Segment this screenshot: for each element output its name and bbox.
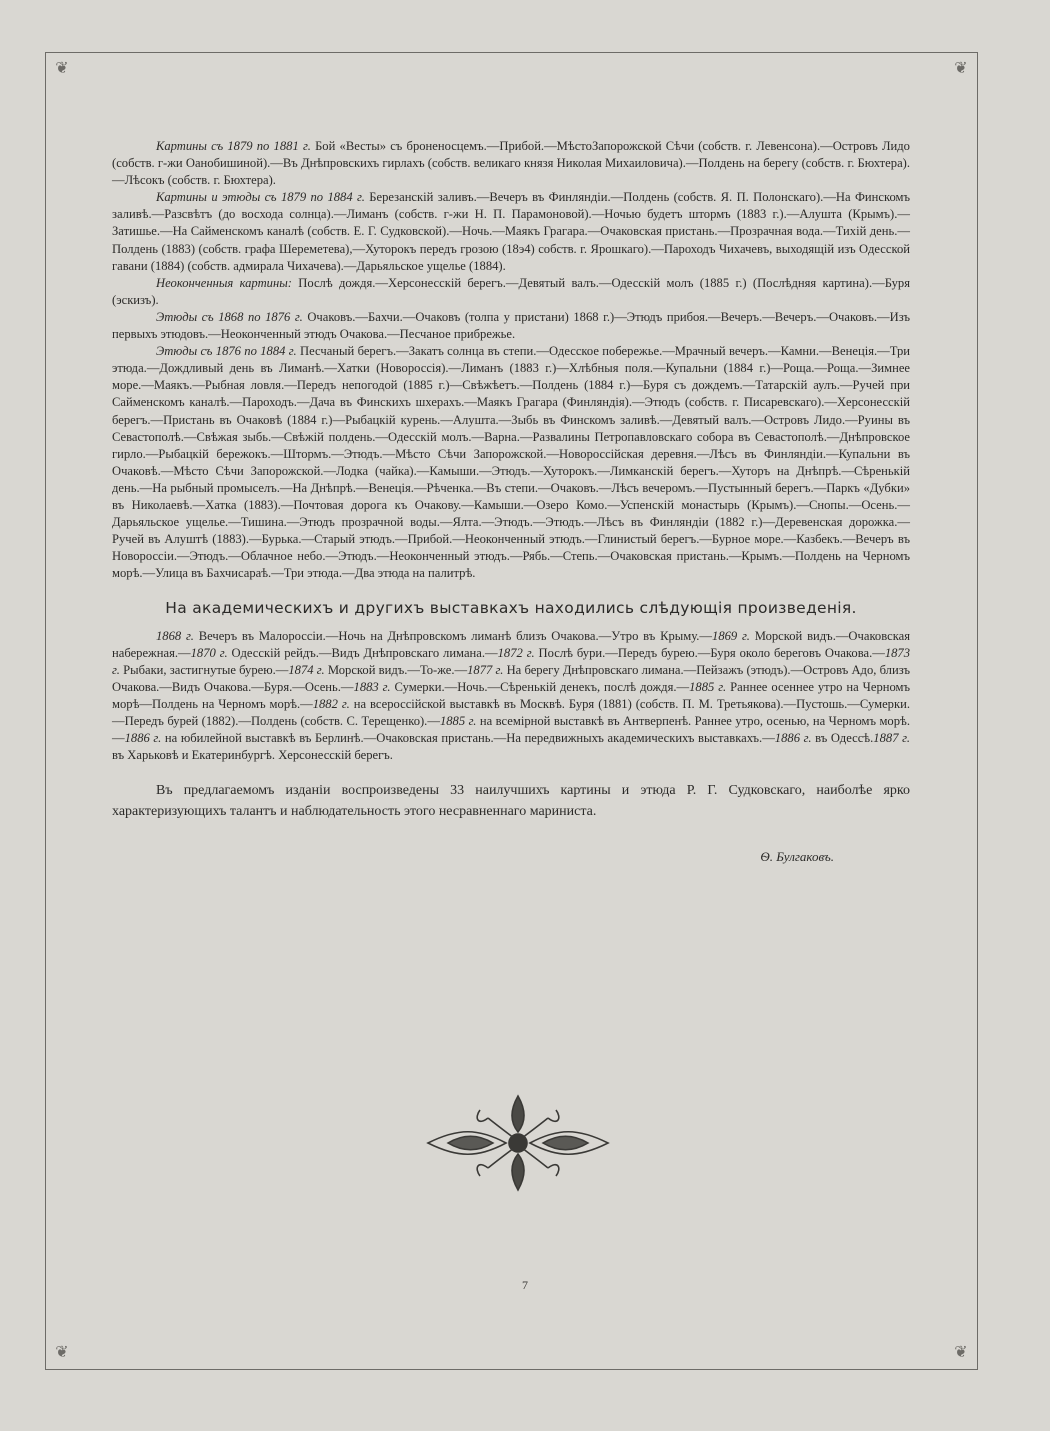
exhibition-year: 1883 г. [353,679,391,694]
exhibitions-list [112,628,910,765]
exhibition-text: Сумерки.—Ночь.—Сѣренькій денекъ, послѣ дождя.— [390,679,690,694]
floral-ornament-icon [418,1088,618,1198]
exhibition-text: Рыбаки, застигнутые бурею.— [119,662,289,677]
exhibition-text: Вечеръ въ Малороссіи.—Ночь на Днѣпровскомъ лиманѣ близъ Очакова.—Утро въ Крыму.— [193,628,713,643]
section-heading: Этюды съ 1868 по 1876 г. [156,309,303,324]
section-heading: Картины и этюды съ 1879 по 1884 г. [156,190,365,205]
exhibition-year: 1877 г. [467,662,504,677]
studies-1868-1876 [112,309,910,343]
exhibition-text: на юбилейной выставкѣ въ Берлинѣ.—Очаковская пристань.—На передвижныхъ академическихъ выставкахъ.— [161,731,775,746]
unfinished-paintings [112,275,910,309]
exhibitions-title: На академическихъ и другихъ выставкахъ находились слѣдующія произведенія. [165,599,857,618]
paragraph-text: Бой «Весты» съ броненосцемъ.—Прибой.—МѣстоЗапорожской Сѣчи (собств. г. Левенсона).—Островъ Лидо (собств. г-жи Оанобишиной).—Въ Днѣпровскихъ гирлахъ (собств. великаго князя Николая Михаиловича).—Полдень на берегу (собств. г. Бюхтера).—Лѣсокъ (собств. г. Бюхтера). [112,139,910,188]
paragraph-text: Песчаный берегъ.—Закатъ солнца въ степи.—Одесское побережье.—Мрачный вечеръ.—Камни.—Венеція.—Три этюда.—Дождливый день въ Лиманѣ.—Хатки (Новороссія).—Лиманъ (1883 г.)—Хлѣбныя поля.—Купальни (1884 г.)—Роща.—Роща.—Зимнее море.—Маякъ.—Рыбная ловля.—Передъ непогодой (1885 г.)—Свѣжѣетъ.—Полдень (1884 г.)—Буря съ дождемъ.—Татарскій аулъ.—Ручей при Сайменскомъ каналѣ.—Пароходъ.—Дача въ Финскихъ шхерахъ.—Маякъ Грагара (Финляндія).—Этюдъ (собств. г. Писаревскаго).—Херсонесскій берегъ.—Пристань въ Очаковѣ (1884 г.)—Рыбацкій курень.—Алушта.—Зыбь въ Финскомъ заливѣ.—Девятый валъ.—Островъ Лидо.—Руины въ Севастополѣ.—Свѣжая зыбь.—Свѣжій полдень.—Одесскій молъ.—Варна.—Развалины Петропавловскаго собора въ Севастополѣ.—Днѣпровское гирло.—Рыбацкій бережокъ.—Штормъ.—Этюдъ.—Мѣсто Сѣчи Запорожской.—Новороссійская деревня.—Лѣсъ въ Финляндіи.—Купальни въ Очаковѣ.—Мѣсто Сѣчи Запорожской.—Лодка (чайка).—Камыши.—Этюдъ.—Хуторокъ.—Лимканскій берегъ.—Хуторъ на Днѣпрѣ.—Сѣренькій день.—На рыбный промыселъ.—На Днѣпрѣ.—Венеція.—Рѣченка.—Въ степи.—Очаковъ.—Лѣсъ вечеромъ.—Пустынный берегъ.—Паркъ «Дубки» въ Николаевѣ.—Хатка (1883).—Почтовая дорога къ Очакову.—Камыши.—Озеро Комо.—Успенскій монастырь (Крымъ).—Снопы.—Осень.—Дарьяльское ущелье.—Тишина.—Этюдъ прозрачной воды.—Ялта.—Этюдъ.—Этюдъ.—Лѣсъ въ Финляндіи (1882 г.)—Деревенская дорожка.—Ручей въ Алуштѣ (1883).—Бурька.—Старый этюдъ.—Прибой.—Неоконченный этюдъ.—Глинистый берегъ.—Бурное море.—Казбекъ.—Вечеръ въ Новороссіи.—Этюдъ.—Облачное небо.—Этюдъ.—Неоконченный этюдъ.—Рябь.—Степь.—Очаковская пристань.—Крымъ.—Полдень на Черномъ морѣ.—Улица въ Бахчисараѣ.—Три этюда.—Два этюда на палитрѣ. [112,344,910,581]
section-heading: Неоконченныя картины: [156,275,292,290]
paragraph-text: Послѣ дождя.—Херсонесскій берегъ.—Девятый валъ.—Одесскій молъ (1885 г.) (Послѣдняя картина).—Буря (эскизъ). [112,275,910,307]
page-number: 7 [522,1278,528,1292]
exhibition-text: Морской видъ.—То-же.— [324,662,468,677]
exhibition-year: 1868 г. [156,628,194,643]
exhibition-text: въ Одессѣ. [811,731,874,746]
paintings-1879-1881 [112,138,910,189]
exhibition-text: Морской видъ.—Очаковская набережная.— [112,628,910,660]
exhibition-text: Послѣ бури.—Передъ бурею.—Буря около береговъ Очакова.— [534,645,885,660]
exhibition-year: 1870 г. [190,645,228,660]
exhibition-text: На берегу Днѣпровскаго лимана.—Пейзажъ (этюдъ).—Островъ Адо, близъ Очакова.—Видъ Очакова.—Буря.—Осень.— [112,662,910,694]
exhibition-year: 1885 г. [689,679,727,694]
exhibition-year: 1887 г. [873,731,910,746]
section-heading: Картины съ 1879 по 1881 г. [156,139,311,153]
exhibition-text: въ Харьковѣ и Екатеринбургѣ. Херсонесскій берегъ. [112,748,393,763]
exhibition-year: 1882 г. [312,696,350,711]
exhibition-year: 1885 г. [439,714,477,728]
paragraph-text: Березанскій заливъ.—Вечеръ въ Финляндіи.—Полдень (собств. Я. П. Полонскаго).—На Финскомъ заливѣ.—Разсвѣтъ (до восхода солнца).—Лиманъ (собств. г-жи Н. П. Парамоновой).—Ночью будетъ штормъ (1883 г.).—Алушта (Крымъ).—Затишье.—На Сайменскомъ каналѣ (собств. Е. Г. Судковской).—Ночь.—Маякъ Грагара.—Очаковская пристань.—Прозрачная вода.—Тихій день.—Полдень (1883) (собств. графа Шереметева),—Хуторокъ передъ грозою (18э4) собств. г. Ярошкаго).—Пароходъ Чихачевъ, выходящій изъ Одесской гавани (1884) (собств. адмирала Чихачева).—Дарьяльское ущелье (1884). [112,190,910,273]
ornament-corner-icon: ❦ [954,60,968,77]
exhibition-year: 1886 г. [774,731,812,746]
page-content [112,138,910,865]
paragraph-text: Очаковъ.—Бахчи.—Очаковъ (толпа у пристани) 1868 г.)—Этюдъ прибоя.—Вечеръ.—Вечеръ.—Очаковъ.—Изъ первыхъ этюдовъ.—Неоконченный этюдъ Очакова.—Песчаное прибрежье. [112,309,910,342]
exhibition-year: 1886 г. [124,731,162,746]
studies-1876-1884 [112,343,910,582]
ornament-corner-icon: ❦ [55,60,69,77]
exhibition-text: на всероссійской выставкѣ въ Москвѣ. Буря (1881) (собств. П. М. Третьякова).—Пустошь.—Сумерки.—Передъ бурей (1882).—Полдень (собств. С. Терещенко).— [112,696,910,728]
exhibition-text: Раннее осеннее утро на Черномъ морѣ—Полдень на Черномъ морѣ.— [112,679,911,711]
exhibition-year: 1874 г. [288,662,325,677]
closing-paragraph: Въ предлагаемомъ изданіи воспроизведены 33 наилучшихъ картины и этюда Р. Г. Судковскаго, наиболѣе ярко характеризующихъ талантъ и наблюдательность этого несравненнаго мариниста. [112,783,910,820]
exhibition-year: 1869 г. [712,628,750,643]
ornament-corner-icon: ❦ [954,1344,968,1361]
exhibition-text: Одесскій рейдъ.—Видъ Днѣпровскаго лимана.— [227,645,498,660]
section-heading: Этюды съ 1876 по 1884 г. [156,344,297,359]
ornament-corner-icon: ❦ [55,1344,69,1361]
exhibition-year: 1872 г. [497,645,535,660]
exhibition-year: 1873 г. [112,645,910,677]
paintings-studies-1879-1884 [112,189,910,274]
author-signature: Ѳ. Булгаковъ. [760,849,834,865]
exhibition-text: на всемірной выставкѣ въ Антверпенѣ. Раннее утро, осенью, на Черномъ морѣ.— [112,714,910,746]
